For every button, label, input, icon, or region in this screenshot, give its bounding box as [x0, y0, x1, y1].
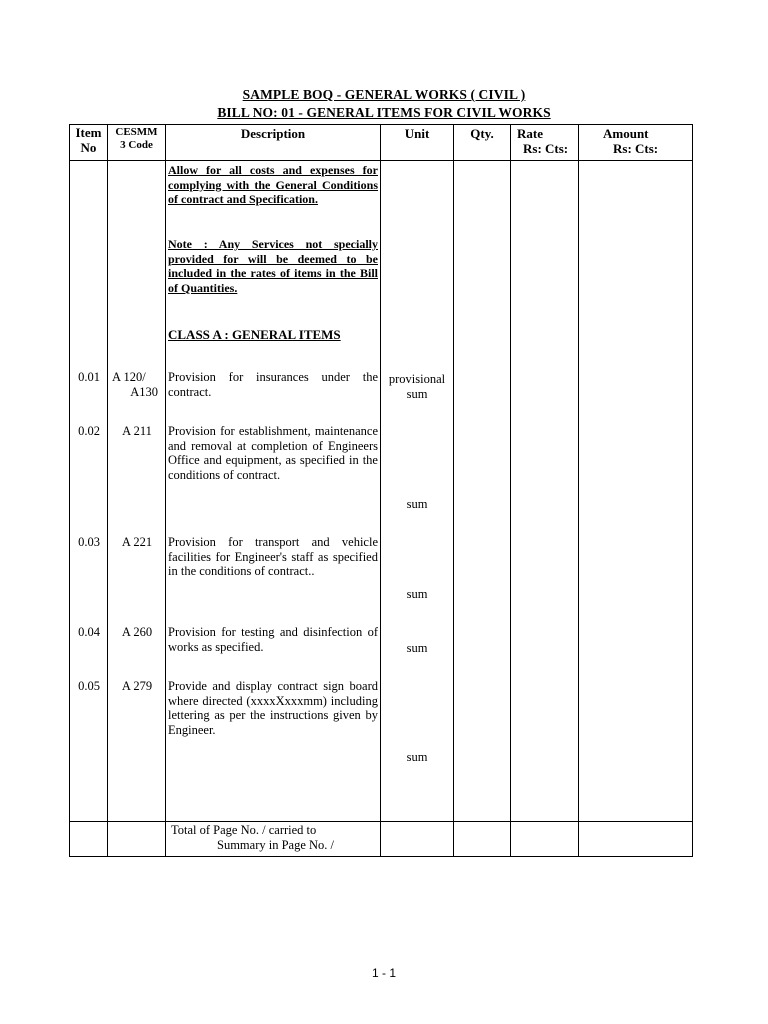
- header-amount: Amount Rs: Cts:: [603, 126, 659, 156]
- item-code: A 279: [121, 679, 153, 693]
- item-code: A 260: [121, 625, 153, 639]
- item-description: Provide and display contract sign board where directed (xxxxXxxxmm) including lettering as per the instructions given by Engineer.: [168, 679, 378, 737]
- item-number: 0.04: [78, 625, 100, 639]
- item-code: A 211: [122, 424, 152, 438]
- col-divider: [578, 124, 579, 857]
- page-number: 1 - 1: [371, 966, 396, 980]
- class-heading: CLASS A : GENERAL ITEMS: [168, 327, 341, 342]
- header-rate: Rate Rs: Cts:: [517, 126, 569, 156]
- item-description: Provision for establishment, maintenance and removal at completion of Engineers Office and equipment, as specified in the conditions of contract.: [168, 424, 378, 482]
- col-divider: [107, 124, 108, 857]
- item-description: Provision for testing and disinfection of works as specified.: [168, 625, 378, 654]
- summary-page-label: Summary in Page No. /: [217, 838, 335, 852]
- header-qty: Qty.: [470, 126, 494, 141]
- item-number: 0.03: [78, 535, 100, 549]
- total-divider: [69, 821, 693, 822]
- item-code: A 120/ A130: [112, 370, 158, 399]
- total-carried-label: Total of Page No. / carried to: [171, 823, 317, 837]
- header-divider: [69, 160, 693, 161]
- col-divider: [380, 124, 381, 857]
- item-unit: sum: [406, 750, 428, 764]
- col-divider: [453, 124, 454, 857]
- header-item: Item No: [75, 125, 102, 155]
- item-description: Provision for transport and vehicle facilities for Engineer's staff as specified in the conditions of contract..: [168, 535, 378, 579]
- preamble-allow: Allow for all costs and expenses for complying with the General Conditions of contract and Specification.: [168, 163, 378, 207]
- preamble-note: Note : Any Services not specially provided for will be deemed to be included in the rates of items in the Bill of Quantities.: [168, 237, 378, 295]
- item-description: Provision for insurances under the contract.: [168, 370, 378, 399]
- item-unit: sum: [406, 497, 428, 511]
- col-divider: [165, 124, 166, 857]
- boq-table: [69, 124, 693, 857]
- header-description: Description: [240, 126, 306, 141]
- header-unit: Unit: [404, 126, 430, 141]
- bill-title: BILL NO: 01 - GENERAL ITEMS FOR CIVIL WORKS: [217, 105, 551, 120]
- item-number: 0.02: [78, 424, 100, 438]
- item-unit: sum: [406, 587, 428, 601]
- header-code: CESMM 3 Code: [115, 126, 158, 151]
- col-divider: [510, 124, 511, 857]
- item-unit: sum: [406, 641, 428, 655]
- item-number: 0.01: [78, 370, 100, 384]
- document-title: SAMPLE BOQ - GENERAL WORKS ( CIVIL ): [242, 87, 526, 102]
- item-code: A 221: [121, 535, 153, 549]
- item-number: 0.05: [78, 679, 100, 693]
- item-unit: provisional sum: [388, 372, 446, 401]
